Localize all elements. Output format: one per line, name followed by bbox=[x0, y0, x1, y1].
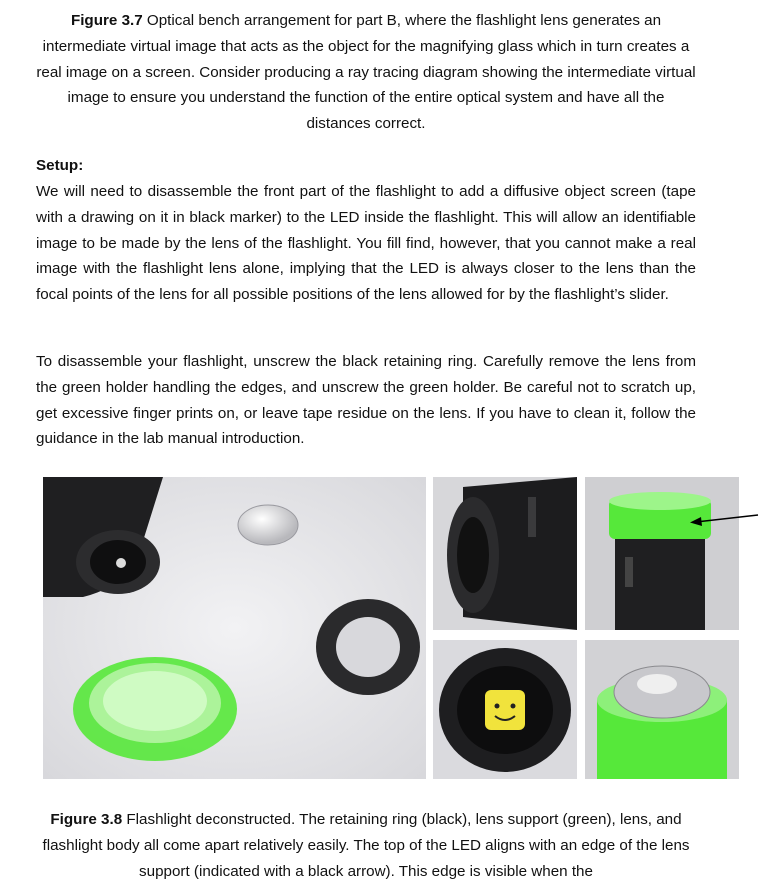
figure-3-7-label: Figure 3.7 bbox=[70, 12, 143, 29]
photo-led-smiley bbox=[433, 640, 577, 779]
setup-heading: Setup: bbox=[36, 157, 84, 174]
figure-3-7-caption bbox=[36, 8, 696, 137]
lens-in-support-image bbox=[585, 640, 739, 779]
figure-3-8-label: Figure 3.8 bbox=[50, 811, 123, 828]
photo-flashlight-body bbox=[433, 477, 577, 630]
photo-lens-in-support bbox=[585, 640, 739, 779]
led-smiley-image bbox=[433, 640, 577, 779]
figure-3-8-caption bbox=[36, 807, 696, 884]
black-arrow-indicator bbox=[680, 505, 760, 535]
flashlight-body-image bbox=[433, 477, 577, 630]
photo-lens-support-arrow bbox=[585, 477, 739, 630]
flashlight-parts-image bbox=[43, 477, 426, 779]
setup-paragraph-1: We will need to disassemble the front part of the flashlight to add a diffusive object screen (tape with a drawing on it in black marker) to the LED inside the flashlight. This will allow an identifiable image to be made by the lens of the flashlight. You fill find, however, that you cannot make a real image with the flashlight lens alone, implying that the LED is always closer to the lens than the focal points of the lens for all possible positions of the lens allowed for by the flashlight’s slider. bbox=[36, 183, 696, 304]
setup-paragraph-2: To disassemble your flashlight, unscrew the black retaining ring. Carefully remove the lens from the green holder handling the edges, and unscrew the green holder. Be careful not to scratch up, get excessive finger prints on, or leave tape residue on the lens. If you have to clean it, follow the guidance in the lab manual introduction. bbox=[36, 353, 696, 448]
figure-3-8-text: Flashlight deconstructed. The retaining ring (black), lens support (green), lens, and flashlight body all come apart relatively easily. The top of the LED aligns with an edge of the lens support (indicated with a black arrow). This edge is visible when the bbox=[42, 811, 690, 880]
lens-support-image bbox=[585, 477, 739, 630]
figure-3-7-text: Optical bench arrangement for part B, where the flashlight lens generates an intermediate virtual image that acts as the object for the magnifying glass which in turn creates a real image on a screen. Consider producing a ray tracing diagram showing the intermediate virtual image to ensure you understand the function of the entire optical system and have all the distances correct. bbox=[36, 12, 696, 133]
photo-flashlight-parts bbox=[43, 477, 426, 779]
